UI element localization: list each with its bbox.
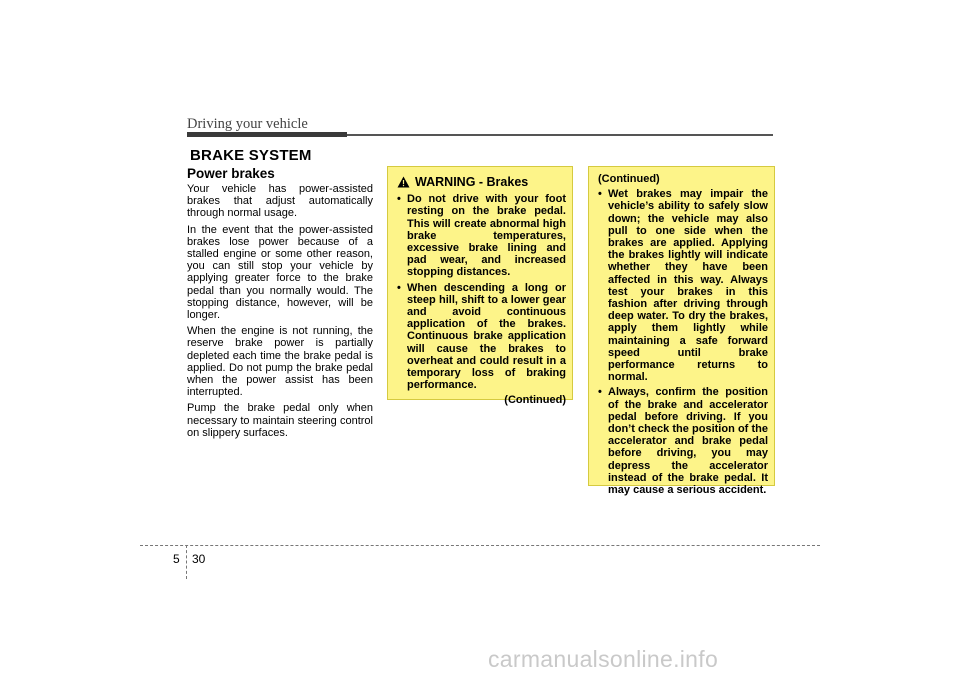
header-title: Driving your vehicle (187, 116, 308, 132)
list-item: • Wet brakes may impair the vehicle’s ability to safely slow down; the vehicle may also pull to one side when the brakes are applied. Applying the brakes lightly will indicate whether they have been affected in this way. Always test your brakes in this fashion after driving through deep water. To dry the brakes, apply them lightly while maintaining a safe forward speed until brake performance returns to normal. (597, 188, 768, 383)
header-rule-thin (347, 134, 773, 136)
chapter-number: 5 (173, 552, 180, 566)
warning-heading (397, 176, 566, 188)
left-column (187, 166, 373, 443)
list-item: • Do not drive with your foot resting on the brake pedal. This will create abnormal high brake temperatures, excessive brake lining and pad wear, and increased stopping distances. (396, 193, 566, 278)
watermark: carmanualsonline.info (488, 646, 719, 672)
section-title: BRAKE SYSTEM (190, 147, 312, 164)
continued-label: (Continued) (504, 394, 566, 407)
warning-list (396, 193, 566, 391)
warning-heading-text: WARNING - Brakes (415, 175, 529, 189)
continued-label: (Continued) (598, 173, 660, 185)
warning-list (597, 188, 768, 496)
list-item: • When descending a long or steep hill, shift to a lower gear and avoid continuous application of the brakes. Continuous brake application will cause the brakes to overheat and could result in a temporary loss of braking performance. (396, 282, 566, 392)
paragraph: Your vehicle has power-assisted brakes that adjust automatically through normal usage. (187, 183, 373, 220)
warning-box-continued (588, 166, 775, 497)
footer-divider (186, 545, 187, 579)
subsection-title: Power brakes (187, 166, 275, 181)
footer-rule (140, 545, 820, 546)
paragraph: In the event that the power-assisted brakes lose power because of a stalled engine or some other reason, you can still stop your vehicle by applying greater force to the brake pedal than you normally would. The stopping distance, however, will be longer. (187, 223, 373, 322)
header-rule-thick (187, 132, 347, 137)
page-number: 30 (192, 552, 206, 566)
warning-triangle-icon (397, 176, 410, 188)
warning-box (387, 166, 573, 407)
list-item: • Always, confirm the position of the brake and accelerator pedal before driving. If you don’t check the position of the accelerator and brake pedal before driving, you may depress the accelerator instead of the brake pedal. It may cause a serious accident. (597, 386, 768, 496)
paragraph: When the engine is not running, the reserve brake power is partially depleted each time the brake pedal is applied. Do not pump the brake pedal when the power assist has been interrupted. (187, 325, 373, 399)
paragraph: Pump the brake pedal only when necessary to maintain steering control on slippery surfaces. (187, 402, 373, 439)
